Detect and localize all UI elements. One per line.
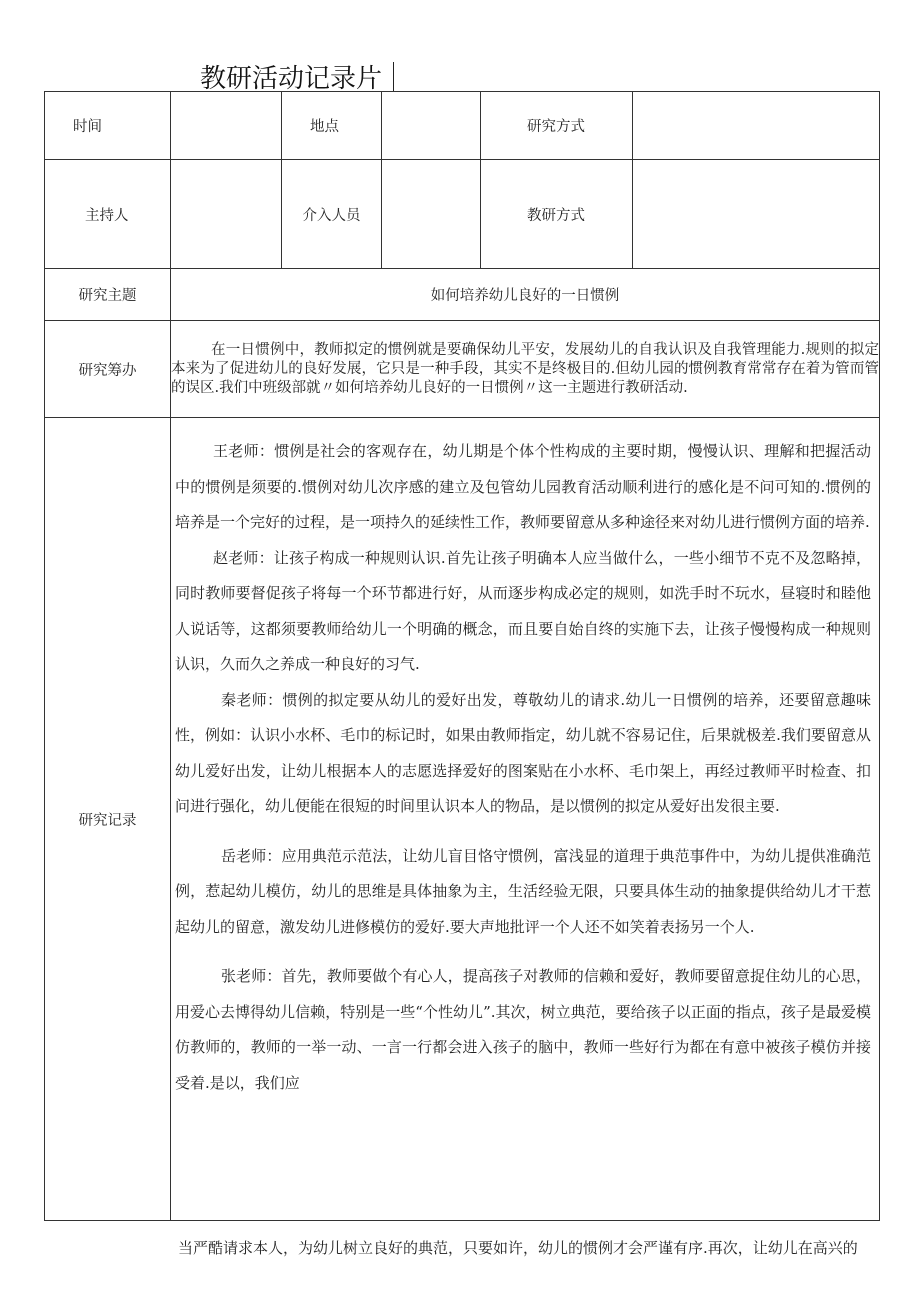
teaching-method-value[interactable] <box>633 160 880 269</box>
record-paragraph-yue: 岳老师：应用典范示范法，让幼儿盲目恪守惯例，富浅显的道理于典范事件中，为幼儿提供准确范例，惹起幼儿模仿，幼儿的思维是具体抽象为主，生活经验无限，只要具体生动的抽象提供给幼儿才干惹起幼儿的留意，激发幼儿进修模仿的爱好.要大声地批评一个人还不如笑着表扬另一个人. <box>175 846 871 936</box>
preparation-text: 在一日惯例中，教师拟定的惯例就是要确保幼儿平安，发展幼儿的自我认识及自我管理能力.规则的拟定本来为了促进幼儿的良好发展，它只是一种手段，其实不是终极目的.但幼儿园的惯例教育常常存在着为管而管的误区.我们中班级部就〃如何培养幼儿良好的一日惯例〃这一主题进行教研活动. <box>171 341 879 396</box>
record-table <box>44 91 880 1221</box>
topic-value: 如何培养幼儿良好的一日惯例 <box>171 269 880 321</box>
method-value[interactable] <box>633 92 880 160</box>
table-row-topic <box>45 269 880 321</box>
host-value[interactable] <box>171 160 282 269</box>
teaching-method-label: 教研方式 <box>481 160 633 269</box>
time-label: 时间 <box>45 92 171 160</box>
table-row-preparation <box>45 321 880 418</box>
record-paragraph-qin: 秦老师：惯例的拟定要从幼儿的爱好出发，尊敬幼儿的请求.幼儿一日惯例的培养，还要留意趣味性，例如：认识小水杯、毛巾的标记时，如果由教师指定，幼儿就不容易记住，后果就极差.我们要留意从幼儿爱好出发，让幼儿根据本人的志愿选择爱好的图案贴在小水杯、毛巾架上，再经过教师平时检查、扣问进行强化，幼儿便能在很短的时间里认识本人的物品，是以惯例的拟定从爱好出发很主要. <box>175 690 871 815</box>
table-row-host <box>45 160 880 269</box>
record-paragraph-zhao: 赵老师：让孩子构成一种规则认识.首先让孩子明确本人应当做什么，一些小细节不克不及忽略掉，同时教师要督促孩子将每一个环节都进行好，从而逐步构成必定的规则，如洗手时不玩水，昼寝时和睦他人说话等，这都须要教师给幼儿一个明确的概念，而且要自始自终的实施下去，让孩子慢慢构成一种规则认识，久而久之养成一种良好的习气. <box>175 548 871 673</box>
record-paragraph-wang: 王老师：惯例是社会的客观存在，幼儿期是个体个性构成的主要时期，慢慢认识、理解和把握活动中的惯例是须要的.惯例对幼儿次序感的建立及包管幼儿园教育活动顺利进行的感化是不问可知的.惯例的培养是一个完好的过程，是一项持久的延续性工作，教师要留意从多种途径来对幼儿进行惯例方面的培养. <box>175 442 871 531</box>
continuation-text: 当严酷请求本人，为幼儿树立良好的典范，只要如许，幼儿的惯例才会严谨有序.再次，让幼儿在高兴的 <box>178 1239 858 1257</box>
method-label: 研究方式 <box>481 92 633 160</box>
place-value[interactable] <box>382 92 481 160</box>
time-value[interactable] <box>171 92 282 160</box>
participants-value[interactable] <box>382 160 481 269</box>
record-paragraph-zhang: 张老师：首先，教师要做个有心人，提高孩子对教师的信赖和爱好，教师要留意捉住幼儿的心思，用爱心去博得幼儿信赖，特别是一些“个性幼儿”.其次，树立典范，要给孩子以正面的指点，孩子是最爱模仿教师的，教师的一举一动、一言一行都会进入孩子的脑中，教师一些好行为都在有意中被孩子模仿并接受着.是以，我们应 <box>175 967 871 1092</box>
preparation-cell <box>171 321 880 418</box>
record-cell <box>171 418 880 1221</box>
topic-label: 研究主题 <box>45 269 171 321</box>
table-row-record <box>45 418 880 1221</box>
document-title: 教研活动记录片 <box>200 64 383 94</box>
table-row-time <box>45 92 880 160</box>
participants-label: 介入人员 <box>282 160 382 269</box>
place-label: 地点 <box>282 92 382 160</box>
record-label: 研究记录 <box>45 418 171 1221</box>
host-label: 主持人 <box>45 160 171 269</box>
title-divider <box>393 62 394 92</box>
preparation-label: 研究筹办 <box>45 321 171 418</box>
record-body <box>171 418 879 1101</box>
